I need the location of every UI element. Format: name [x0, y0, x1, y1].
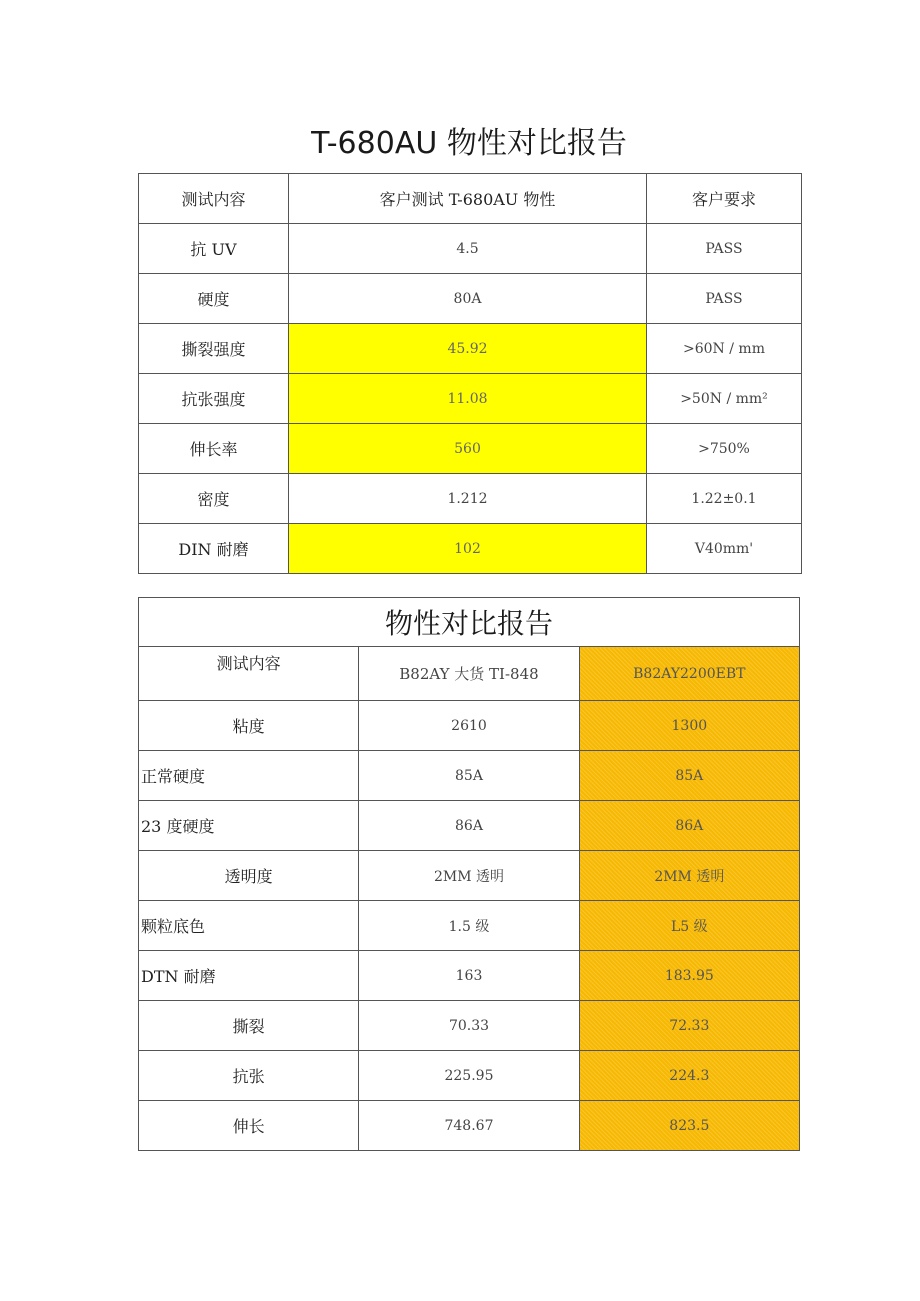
row-requirement: PASS: [647, 274, 802, 324]
row-item: 抗张: [139, 1051, 359, 1101]
table-row: [139, 374, 802, 424]
row-value-b: 183.95: [579, 951, 799, 1001]
table-row: [139, 274, 802, 324]
header-customer-requirement: 客户要求: [647, 174, 802, 224]
row-value-highlighted: 11.08: [289, 374, 647, 424]
row-value-b: 72.33: [579, 1001, 799, 1051]
row-value-a: 86A: [359, 801, 579, 851]
row-item: 抗张强度: [139, 374, 289, 424]
row-item: DIN 耐磨: [139, 524, 289, 574]
table-row: [139, 851, 800, 901]
row-item: 颗粒底色: [139, 901, 359, 951]
row-item: 粘度: [139, 701, 359, 751]
row-item: 透明度: [139, 851, 359, 901]
row-value-b: L5 级: [579, 901, 799, 951]
table-row: [139, 324, 802, 374]
row-value-a: 85A: [359, 751, 579, 801]
row-item: 密度: [139, 474, 289, 524]
report2-title-row: [139, 598, 800, 647]
row-value-a: 70.33: [359, 1001, 579, 1051]
report2-table: [138, 597, 800, 1151]
row-item: DTN 耐磨: [139, 951, 359, 1001]
header-product-b: B82AY2200EBT: [579, 647, 799, 701]
table-header-row: [139, 174, 802, 224]
row-value: 80A: [289, 274, 647, 324]
header-test-item: 测试内容: [139, 647, 359, 701]
report1-table: [138, 173, 802, 574]
row-value-a: 748.67: [359, 1101, 579, 1151]
table-row: [139, 751, 800, 801]
row-requirement: V40mm': [647, 524, 802, 574]
table-row: [139, 424, 802, 474]
row-value-b: 86A: [579, 801, 799, 851]
header-customer-test: 客户测试 T-680AU 物性: [289, 174, 647, 224]
table-row: [139, 524, 802, 574]
row-item: 伸长: [139, 1101, 359, 1151]
table-header-row: [139, 647, 800, 701]
header-test-item: 测试内容: [139, 174, 289, 224]
row-value-a: 2610: [359, 701, 579, 751]
row-item: 撕裂强度: [139, 324, 289, 374]
row-item: 正常硬度: [139, 751, 359, 801]
table-row: [139, 474, 802, 524]
table-row: [139, 1101, 800, 1151]
row-value-a: 163: [359, 951, 579, 1001]
row-requirement: >50N / mm²: [647, 374, 802, 424]
table-row: [139, 801, 800, 851]
row-requirement: >60N / mm: [647, 324, 802, 374]
table-row: [139, 224, 802, 274]
row-item: 硬度: [139, 274, 289, 324]
row-item: 伸长率: [139, 424, 289, 474]
header-product-a: B82AY 大货 TI-848: [359, 647, 579, 701]
table-row: [139, 701, 800, 751]
row-item: 23 度硬度: [139, 801, 359, 851]
report2-title: 物性对比报告: [139, 598, 800, 647]
row-value: 1.212: [289, 474, 647, 524]
row-value-b: 823.5: [579, 1101, 799, 1151]
table-row: [139, 1001, 800, 1051]
row-value-b: 224.3: [579, 1051, 799, 1101]
report1-title: T-680AU 物性对比报告: [311, 126, 627, 161]
row-value-a: 2MM 透明: [359, 851, 579, 901]
row-item: 抗 UV: [139, 224, 289, 274]
row-value-b: 85A: [579, 751, 799, 801]
row-requirement: 1.22±0.1: [647, 474, 802, 524]
row-value-highlighted: 45.92: [289, 324, 647, 374]
table-row: [139, 901, 800, 951]
row-value-a: 225.95: [359, 1051, 579, 1101]
row-value: 4.5: [289, 224, 647, 274]
table-row: [139, 1051, 800, 1101]
row-requirement: >750%: [647, 424, 802, 474]
row-requirement: PASS: [647, 224, 802, 274]
row-value-highlighted: 560: [289, 424, 647, 474]
row-value-b: 1300: [579, 701, 799, 751]
row-value-a: 1.5 级: [359, 901, 579, 951]
table-row: [139, 951, 800, 1001]
row-value-highlighted: 102: [289, 524, 647, 574]
row-value-b: 2MM 透明: [579, 851, 799, 901]
row-item: 撕裂: [139, 1001, 359, 1051]
